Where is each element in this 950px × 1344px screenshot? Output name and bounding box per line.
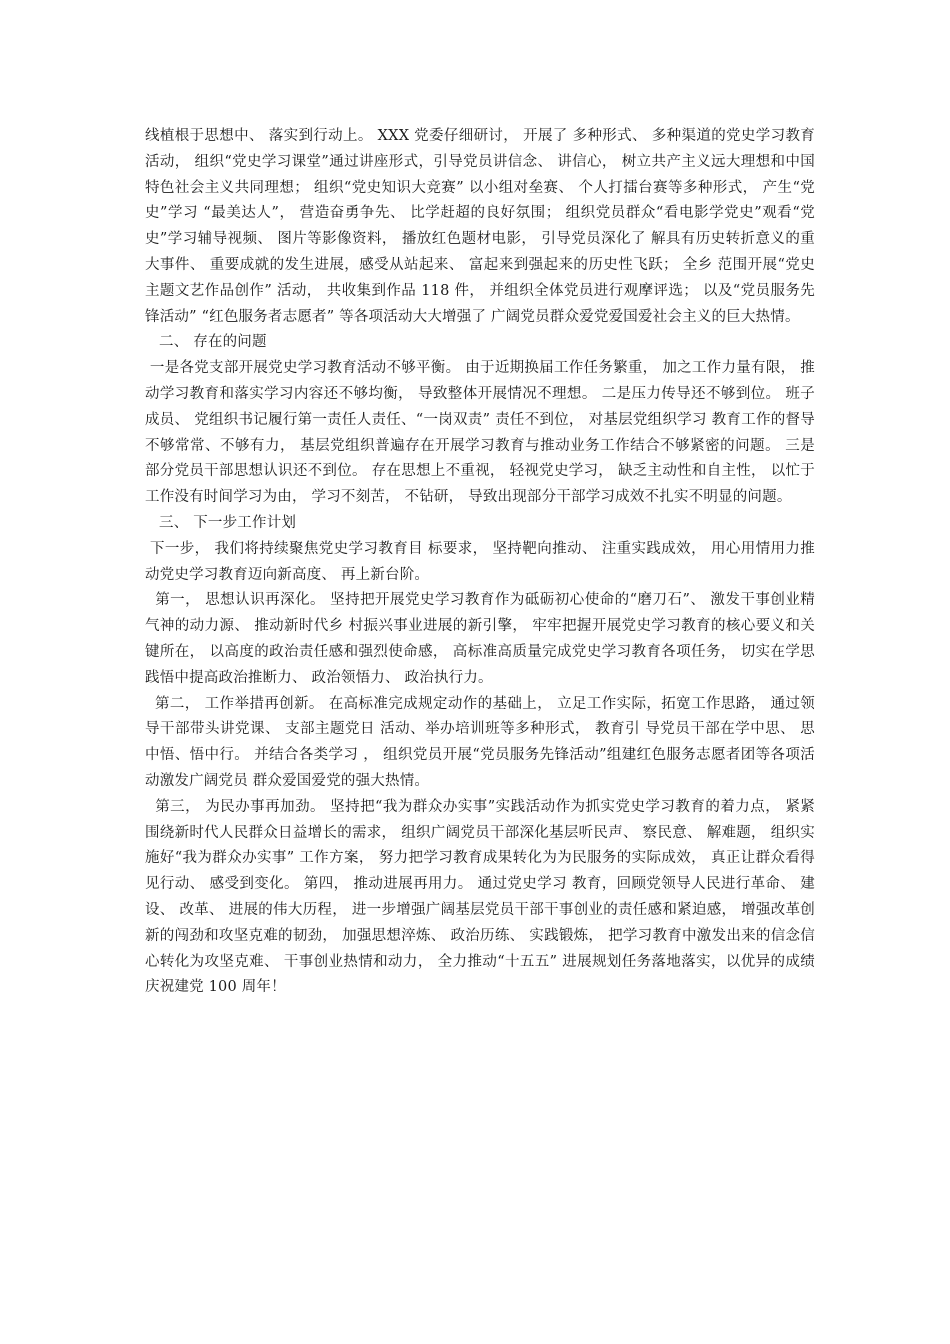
paragraph-first: 第一， 思想认识再深化。 坚持把开展党史学习教育作为砥砺初心使命的“磨刀石”、 激发干事创业精气神的动力源、 推动新时代乡 村振兴事业进展的新引擎， 牢牢把握开展党史学习教育的核心要义和关键所在， 以高度的政治责任感和强烈使命感， 高标准高质量完成党史学习教育各项任务， 切实在学思践悟中提高政治推断力、 政治领悟力、 政治执行力。 (145, 592, 815, 686)
section-heading-next-plan: 三、 下一步工作计划 (159, 514, 297, 531)
paragraph-third: 第三， 为民办事再加劲。 坚持把“我为群众办实事”实践活动作为抓实党史学习教育的着力点， 紧紧围绕新时代人民群众日益增长的需求， 组织广阔党员干部深化基层听民声、 察民意、 解难题， 组织实施好“我为群众办实事” 工作方案， 努力把学习教育成果转化为为民服务的实际成效， 真正让群众看得见行动、 感受到变化。 第四， 推动进展再用力。 通过党史学习 教育，回顾党领导人民进行革命、 建设、 改革、 进展的伟大历程， 进一步增强广阔基层党员干部干事创业的责任感和紧迫感， 增强改革创新的闯劲和攻坚克难的韧劲， 加强思想淬炼、 政治历练、 实践锻炼， 把学习教育中激发出来的信念信心转化为攻坚克难、 干事创业热情和动力， 全力推动“十五五” 进展规划任务落地落实，以优异的成绩庆祝建党 100 周年！ (145, 798, 815, 996)
paragraph-second: 第二， 工作举措再创新。 在高标准完成规定动作的基础上， 立足工作实际，拓宽工作思路， 通过领导干部带头讲党课、 支部主题党日 活动、举办培训班等多种形式， 教育引 导党员干部在学中思、 思中悟、悟中行。 并结合各类学习 ， 组织党员开展“党员服务先锋活动”组建红色服务志愿者团等各项活动激发广阔党员 群众爱国爱党的强大热情。 (145, 695, 815, 789)
section-heading-problems: 二、 存在的问题 (159, 334, 267, 351)
paragraph-next-step: 下一步， 我们将持续聚焦党史学习教育目 标要求， 坚持靶向推动、 注重实践成效， 用心用情用力推动党史学习教育迈向新高度、 再上新台阶。 (145, 540, 815, 583)
document-body (145, 124, 815, 1001)
paragraph-activities: 线植根于思想中、 落实到行动上。 XXX 党委仔细研讨， 开展了 多种形式、 多种渠道的党史学习教育活动， 组织“党史学习课堂”通过讲座形式，引导党员讲信念、 讲信心， 树立共产主义远大理想和中国特色社会主义共同理想； 组织“党史知识大竞赛” 以小组对垒赛、 个人打擂台赛等多种形式， 产生“党史”学习 “最美达人”， 营造奋勇争先、 比学赶超的良好氛围； 组织党员群众“看电影学党史”观看“党史”学习辅导视频、 图片等影像资料， 播放红色题材电影， 引导党员深化了 解具有历史转折意义的重大事件、 重要成就的发生进展，感受从站起来、 富起来到强起来的历史性飞跃； 全乡 范围开展“党史主题文艺作品创作” 活动， 共收集到作品 118 件， 并组织全体党员进行观摩评选； 以及“党员服务先锋活动” “红色服务者志愿者” 等各项活动大大增强了 广阔党员群众爱党爱国爱社会主义的巨大热情。 (145, 128, 815, 325)
paragraph-problems: 一是各党支部开展党史学习教育活动不够平衡。 由于近期换届工作任务繁重， 加之工作力量有限， 推动学习教育和落实学习内容还不够均衡， 导致整体开展情况不理想。 二是压力传导还不够到位。 班子成员、 党组织书记履行第一责任人责任、“一岗双责” 责任不到位， 对基层党组织学习 教育工作的督导不够常常、不够有力， 基层党组织普遍存在开展学习教育与推动业务工作结合不够紧密的问题。 三是部分党员干部思想认识还不到位。 存在思想上不重视， 轻视党史学习， 缺乏主动性和自主性， 以忙于工作没有时间学习为由， 学习不刻苦， 不钻研， 导致出现部分干部学习成效不扎实不明显的问题。 (145, 360, 815, 506)
